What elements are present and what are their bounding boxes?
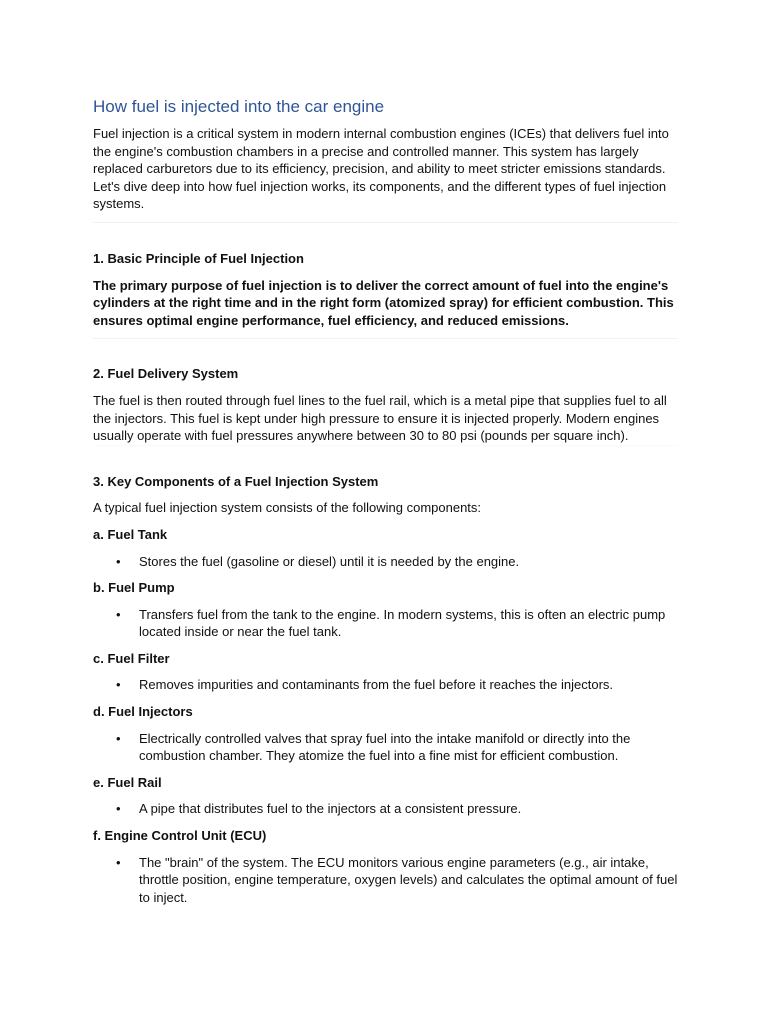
component-list-fuel-pump <box>93 606 678 641</box>
component-heading-fuel-injectors: d. Fuel Injectors <box>93 704 193 720</box>
component-heading-ecu: f. Engine Control Unit (ECU) <box>93 828 267 844</box>
section-3-intro: A typical fuel injection system consists of the following components: <box>93 500 482 516</box>
component-list-fuel-rail <box>93 800 678 818</box>
list-item-text: Stores the fuel (gasoline or diesel) until it is needed by the engine. <box>139 553 520 569</box>
bullet-icon: • <box>116 730 121 746</box>
list-item-text: The "brain" of the system. The ECU monitors various engine parameters (e.g., air intake, throttle position, engine temperature, oxygen levels) and calculates the optimal amount of fuel to inject. <box>139 854 678 905</box>
list-item <box>93 800 678 818</box>
section-1-heading: 1. Basic Principle of Fuel Injection <box>93 250 304 266</box>
bullet-icon: • <box>116 677 121 693</box>
section-3-heading: 3. Key Components of a Fuel Injection System <box>93 473 379 489</box>
bullet-icon: • <box>116 801 121 817</box>
section-2-body: The fuel is then routed through fuel lines to the fuel rail, which is a metal pipe that supplies fuel to all the injectors. This fuel is kept under high pressure to ensure it is injected properly. Modern engines usually operate with fuel pressures anywhere between 30 to 80 psi (pounds per square inch). <box>93 392 667 444</box>
list-item-text: Electrically controlled valves that spray fuel into the intake manifold or directly into the combustion chamber. They atomize the fuel into a fine mist for efficient combustion. <box>139 730 631 764</box>
section-divider <box>93 338 678 339</box>
list-item <box>93 553 678 571</box>
document-body <box>93 96 678 906</box>
list-item-text: A pipe that distributes fuel to the injectors at a consistent pressure. <box>139 801 522 817</box>
bullet-icon: • <box>116 606 121 622</box>
intro-paragraph: Fuel injection is a critical system in modern internal combustion engines (ICEs) that delivers fuel into the engine's combustion chambers in a precise and controlled manner. This system has largely replaced carburetors due to its efficiency, precision, and ability to meet stricter emissions standards. Let's dive deep into how fuel injection works, its components, and the different types of fuel injection systems. <box>93 126 669 212</box>
list-item <box>93 854 678 907</box>
bullet-icon: • <box>116 553 121 569</box>
section-divider <box>93 445 678 446</box>
component-heading-fuel-tank: a. Fuel Tank <box>93 526 168 542</box>
list-item <box>93 730 678 765</box>
component-heading-fuel-pump: b. Fuel Pump <box>93 580 175 596</box>
component-heading-fuel-rail: e. Fuel Rail <box>93 774 162 790</box>
section-2-heading: 2. Fuel Delivery System <box>93 366 239 382</box>
component-list-fuel-filter <box>93 676 678 694</box>
list-item-text: Transfers fuel from the tank to the engine. In modern systems, this is often an electric pump located inside or near the fuel tank. <box>139 606 666 640</box>
component-list-fuel-injectors <box>93 730 678 765</box>
component-heading-fuel-filter: c. Fuel Filter <box>93 650 170 666</box>
bullet-icon: • <box>116 854 121 870</box>
page-title: How fuel is injected into the car engine <box>93 97 385 116</box>
section-divider <box>93 222 678 223</box>
section-1-body: The primary purpose of fuel injection is to deliver the correct amount of fuel into the engine's cylinders at the right time and in the right form (atomized spray) for efficient combustion. This ensures optimal engine performance, fuel efficiency, and reduced emissions. <box>93 277 674 328</box>
list-item <box>93 606 678 641</box>
list-item <box>93 676 678 694</box>
list-item-text: Removes impurities and contaminants from the fuel before it reaches the injectors. <box>139 677 614 693</box>
component-list-fuel-tank <box>93 553 678 571</box>
component-list-ecu <box>93 854 678 907</box>
